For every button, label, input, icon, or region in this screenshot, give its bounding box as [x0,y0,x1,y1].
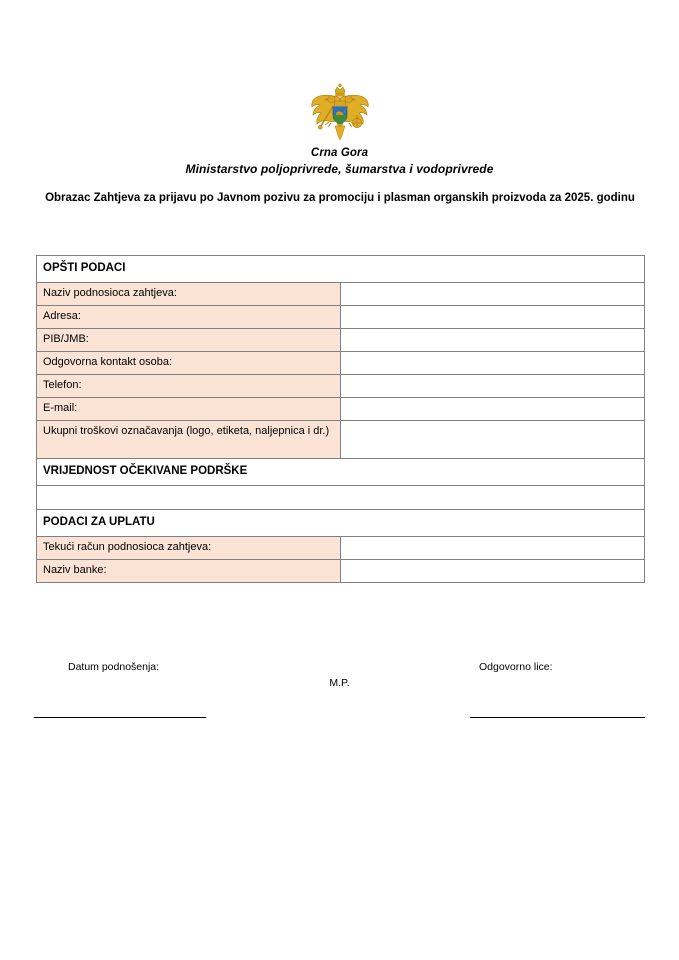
ministry-name: Ministarstvo poljoprivrede, šumarstva i vodoprivrede [185,162,494,176]
field-label-labelling-costs: Ukupni troškovi označavanja (logo, etiketa, naljepnica i dr.) [37,421,341,459]
stamp-place-label: M.P. [329,677,350,689]
application-form-table [36,255,645,583]
table-row [37,352,645,375]
responsible-person-label: Odgovorno lice: [479,661,553,673]
shield-with-lion-icon [333,105,347,124]
field-label-pib-jmb: PIB/JMB: [37,329,341,352]
table-row [37,421,645,459]
montenegro-coat-of-arms-icon [307,82,373,144]
field-value-expected-support[interactable] [37,486,645,510]
signature-footer [0,655,679,735]
eagle-head-right [345,96,352,103]
responsible-person-signature-line[interactable] [470,717,645,718]
table-row [37,375,645,398]
field-label-bank-account: Tekući račun podnosioca zahtjeva: [37,537,341,560]
country-name: Crna Gora [310,147,369,159]
field-value-pib-jmb[interactable] [341,329,645,352]
field-value-email[interactable] [341,398,645,421]
section-header-general: OPŠTI PODACI [37,256,645,283]
field-value-address[interactable] [341,306,645,329]
section-header-support-value: VRIJEDNOST OČEKIVANE PODRŠKE [37,459,645,486]
field-value-bank-name[interactable] [341,560,645,583]
field-value-phone[interactable] [341,375,645,398]
organisation-block [0,146,679,177]
table-row-section-support-value [37,459,645,486]
field-value-contact-person[interactable] [341,352,645,375]
crest-container [0,82,679,144]
table-row [37,329,645,352]
table-row [37,560,645,583]
field-label-applicant-name: Naziv podnosioca zahtjeva: [37,283,341,306]
table-row [37,537,645,560]
eagle-tail [335,126,345,140]
table-row [37,283,645,306]
field-value-bank-account[interactable] [341,537,645,560]
eagle-head-left [327,96,334,103]
table-row [37,398,645,421]
submission-date-label: Datum podnošenja: [68,661,160,673]
field-label-email: E-mail: [37,398,341,421]
section-header-payment: PODACI ZA UPLATU [37,510,645,537]
field-label-bank-name: Naziv banke: [37,560,341,583]
field-value-applicant-name[interactable] [341,283,645,306]
page-title: Obrazac Zahtjeva za prijavu po Javnom pozivu za promociju i plasman organskih proizvoda za 2025. godinu [45,192,635,204]
table-row-section-payment [37,510,645,537]
field-value-labelling-costs[interactable] [341,421,645,459]
table-row-section-general [37,256,645,283]
field-label-phone: Telefon: [37,375,341,398]
table-row [37,486,645,510]
table-row [37,306,645,329]
submission-date-signature-line[interactable] [34,717,206,718]
field-label-contact-person: Odgovorna kontakt osoba: [37,352,341,375]
field-label-address: Adresa: [37,306,341,329]
